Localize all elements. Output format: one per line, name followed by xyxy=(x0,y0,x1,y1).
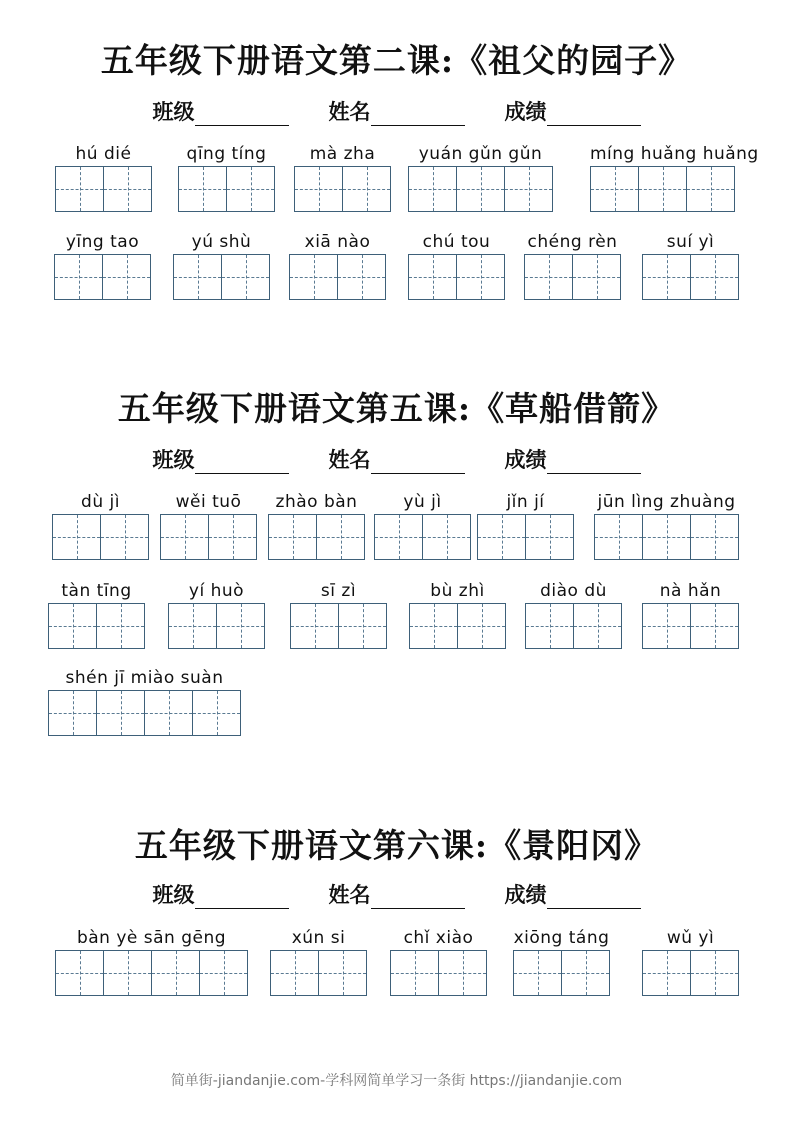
writing-cell[interactable] xyxy=(216,604,264,648)
tianzige-boxes xyxy=(55,166,152,212)
word-item xyxy=(409,581,506,649)
writing-cell[interactable] xyxy=(409,167,456,211)
tianzige-boxes xyxy=(409,603,506,649)
pinyin-label: dù jì xyxy=(81,492,120,512)
class-blank-line[interactable] xyxy=(195,105,289,126)
writing-cell[interactable] xyxy=(169,604,216,648)
pinyin-label: xiōng táng xyxy=(513,928,610,948)
word-item xyxy=(178,144,275,212)
writing-cell[interactable] xyxy=(102,255,150,299)
tianzige-boxes xyxy=(294,166,391,212)
class-field[interactable] xyxy=(153,879,289,909)
word-item xyxy=(289,232,386,300)
pinyin-label: chéng rèn xyxy=(527,232,618,252)
word-item xyxy=(524,232,621,300)
writing-cell[interactable] xyxy=(56,167,103,211)
writing-cell[interactable] xyxy=(686,167,734,211)
pinyin-label: xiā nào xyxy=(304,232,371,252)
word-item xyxy=(55,928,248,996)
writing-cell[interactable] xyxy=(151,951,199,995)
score-label: 成绩 xyxy=(504,882,547,907)
tianzige-boxes xyxy=(374,514,471,560)
writing-cell[interactable] xyxy=(572,255,620,299)
pinyin-label: chǐ xiào xyxy=(403,928,474,948)
word-item xyxy=(268,492,365,560)
pinyin-label: diào dù xyxy=(540,581,607,601)
tianzige-boxes xyxy=(408,254,505,300)
tianzige-boxes xyxy=(594,514,739,560)
pinyin-label: sī zì xyxy=(320,581,357,601)
pinyin-label: mà zha xyxy=(309,144,376,164)
tianzige-boxes xyxy=(55,950,248,996)
class-field[interactable] xyxy=(153,444,289,474)
writing-cell[interactable] xyxy=(49,604,96,648)
writing-cell[interactable] xyxy=(525,515,573,559)
writing-cell[interactable] xyxy=(271,951,318,995)
writing-cell[interactable] xyxy=(478,515,525,559)
writing-cell[interactable] xyxy=(192,691,240,735)
pinyin-label: tàn tīng xyxy=(61,581,132,601)
writing-cell[interactable] xyxy=(291,604,338,648)
writing-cell[interactable] xyxy=(103,951,151,995)
writing-cell[interactable] xyxy=(100,515,148,559)
pinyin-label: shén jī miào suàn xyxy=(65,668,224,688)
writing-cell[interactable] xyxy=(342,167,390,211)
writing-cell[interactable] xyxy=(269,515,316,559)
word-item xyxy=(408,144,553,212)
writing-cell[interactable] xyxy=(49,691,96,735)
word-item xyxy=(168,581,265,649)
lesson-title: 五年级下册语文第六课:《景阳冈》 xyxy=(134,826,659,865)
tianzige-boxes xyxy=(168,603,265,649)
tianzige-boxes xyxy=(524,254,621,300)
pinyin-label: jūn lìng zhuàng xyxy=(597,492,736,512)
pinyin-label: chú tou xyxy=(422,232,491,252)
writing-cell[interactable] xyxy=(504,167,552,211)
writing-cell[interactable] xyxy=(456,167,504,211)
tianzige-boxes xyxy=(48,690,241,736)
word-item xyxy=(160,492,257,560)
class-blank-line[interactable] xyxy=(195,453,289,474)
word-item xyxy=(374,492,471,560)
writing-cell[interactable] xyxy=(438,951,486,995)
pinyin-label: yuán gǔn gǔn xyxy=(418,144,543,164)
writing-cell[interactable] xyxy=(595,515,642,559)
word-item xyxy=(270,928,367,996)
word-item xyxy=(590,144,759,212)
word-item xyxy=(173,232,270,300)
student-info-row xyxy=(0,879,793,909)
writing-cell[interactable] xyxy=(526,604,573,648)
word-item xyxy=(408,232,505,300)
name-label: 姓名 xyxy=(328,882,371,907)
writing-cell[interactable] xyxy=(316,515,364,559)
writing-cell[interactable] xyxy=(318,951,366,995)
score-field[interactable] xyxy=(505,879,641,909)
writing-cell[interactable] xyxy=(422,515,470,559)
writing-cell[interactable] xyxy=(96,691,144,735)
writing-cell[interactable] xyxy=(643,255,690,299)
tianzige-boxes xyxy=(408,166,553,212)
writing-cell[interactable] xyxy=(375,515,422,559)
writing-cell[interactable] xyxy=(690,515,738,559)
pinyin-label: xún si xyxy=(291,928,346,948)
writing-cell[interactable] xyxy=(638,167,686,211)
pinyin-label: zhào bàn xyxy=(275,492,358,512)
writing-cell[interactable] xyxy=(199,951,247,995)
writing-cell[interactable] xyxy=(573,604,621,648)
writing-cell[interactable] xyxy=(56,951,103,995)
tianzige-boxes xyxy=(268,514,365,560)
word-item xyxy=(642,581,739,649)
pinyin-label: yí huò xyxy=(188,581,245,601)
writing-cell[interactable] xyxy=(55,255,102,299)
writing-cell[interactable] xyxy=(96,604,144,648)
writing-cell[interactable] xyxy=(561,951,609,995)
writing-cell[interactable] xyxy=(643,951,690,995)
pinyin-label: bù zhì xyxy=(430,581,485,601)
word-item xyxy=(642,232,739,300)
tianzige-boxes xyxy=(289,254,386,300)
writing-cell[interactable] xyxy=(179,167,226,211)
class-blank-line[interactable] xyxy=(195,888,289,909)
name-field[interactable] xyxy=(329,879,465,909)
class-label: 班级 xyxy=(152,99,195,124)
tianzige-boxes xyxy=(642,603,739,649)
name-label: 姓名 xyxy=(328,99,371,124)
lesson-title: 五年级下册语文第五课:《草船借箭》 xyxy=(117,389,676,428)
writing-cell[interactable] xyxy=(391,951,438,995)
score-blank-line[interactable] xyxy=(547,105,641,126)
writing-cell[interactable] xyxy=(409,255,456,299)
word-item xyxy=(477,492,574,560)
writing-cell[interactable] xyxy=(226,167,274,211)
writing-cell[interactable] xyxy=(337,255,385,299)
tianzige-boxes xyxy=(178,166,275,212)
tianzige-boxes xyxy=(54,254,151,300)
writing-cell[interactable] xyxy=(103,167,151,211)
tianzige-boxes xyxy=(270,950,367,996)
tianzige-boxes xyxy=(173,254,270,300)
name-label: 姓名 xyxy=(328,447,371,472)
writing-cell[interactable] xyxy=(144,691,192,735)
word-item xyxy=(52,492,149,560)
score-blank-line[interactable] xyxy=(547,453,641,474)
footer-text: 简单街-jiandanjie.com-学科网简单学习一条街 https://jiandanjie.com xyxy=(170,1073,623,1089)
word-item xyxy=(55,144,152,212)
pinyin-label: hú dié xyxy=(75,144,132,164)
name-blank-line[interactable] xyxy=(371,105,465,126)
word-item xyxy=(48,668,241,736)
writing-cell[interactable] xyxy=(410,604,457,648)
tianzige-boxes xyxy=(160,514,257,560)
word-item xyxy=(48,581,145,649)
score-label: 成绩 xyxy=(504,99,547,124)
writing-cell[interactable] xyxy=(690,255,738,299)
tianzige-boxes xyxy=(48,603,145,649)
word-item xyxy=(54,232,151,300)
tianzige-boxes xyxy=(642,950,739,996)
writing-cell[interactable] xyxy=(514,951,561,995)
writing-cell[interactable] xyxy=(290,255,337,299)
writing-cell[interactable] xyxy=(174,255,221,299)
tianzige-boxes xyxy=(513,950,610,996)
score-blank-line[interactable] xyxy=(547,888,641,909)
word-item xyxy=(594,492,739,560)
pinyin-label: yīng tao xyxy=(65,232,140,252)
score-label: 成绩 xyxy=(504,447,547,472)
name-field[interactable] xyxy=(329,444,465,474)
pinyin-label: nà hǎn xyxy=(659,581,722,601)
class-field[interactable] xyxy=(153,96,289,126)
writing-cell[interactable] xyxy=(338,604,386,648)
writing-cell[interactable] xyxy=(690,951,738,995)
writing-cell[interactable] xyxy=(221,255,269,299)
word-item xyxy=(513,928,610,996)
writing-cell[interactable] xyxy=(525,255,572,299)
name-blank-line[interactable] xyxy=(371,453,465,474)
writing-cell[interactable] xyxy=(53,515,100,559)
pinyin-label: wěi tuō xyxy=(175,492,242,512)
pinyin-label: míng huǎng huǎng xyxy=(590,144,759,164)
score-field[interactable] xyxy=(505,444,641,474)
tianzige-boxes xyxy=(290,603,387,649)
tianzige-boxes xyxy=(390,950,487,996)
pinyin-label: yú shù xyxy=(191,232,252,252)
tianzige-boxes xyxy=(642,254,739,300)
writing-cell[interactable] xyxy=(208,515,256,559)
class-label: 班级 xyxy=(152,447,195,472)
writing-cell[interactable] xyxy=(161,515,208,559)
name-blank-line[interactable] xyxy=(371,888,465,909)
writing-cell[interactable] xyxy=(457,604,505,648)
writing-cell[interactable] xyxy=(643,604,690,648)
writing-cell[interactable] xyxy=(642,515,690,559)
writing-cell[interactable] xyxy=(591,167,638,211)
word-item xyxy=(525,581,622,649)
writing-cell[interactable] xyxy=(295,167,342,211)
word-item xyxy=(390,928,487,996)
pinyin-label: bàn yè sān gēng xyxy=(76,928,227,948)
score-field[interactable] xyxy=(505,96,641,126)
pinyin-label: suí yì xyxy=(666,232,715,252)
lesson-title: 五年级下册语文第二课:《祖父的园子》 xyxy=(100,41,693,80)
name-field[interactable] xyxy=(329,96,465,126)
writing-cell[interactable] xyxy=(690,604,738,648)
pinyin-label: jǐn jí xyxy=(506,492,545,512)
tianzige-boxes xyxy=(52,514,149,560)
class-label: 班级 xyxy=(152,882,195,907)
pinyin-label: wǔ yì xyxy=(666,928,715,948)
writing-cell[interactable] xyxy=(456,255,504,299)
student-info-row xyxy=(0,444,793,474)
word-item xyxy=(642,928,739,996)
word-item xyxy=(294,144,391,212)
pinyin-label: qīng tíng xyxy=(186,144,267,164)
word-item xyxy=(290,581,387,649)
pinyin-label: yù jì xyxy=(403,492,442,512)
tianzige-boxes xyxy=(477,514,574,560)
student-info-row xyxy=(0,96,793,126)
tianzige-boxes xyxy=(525,603,622,649)
tianzige-boxes xyxy=(590,166,735,212)
